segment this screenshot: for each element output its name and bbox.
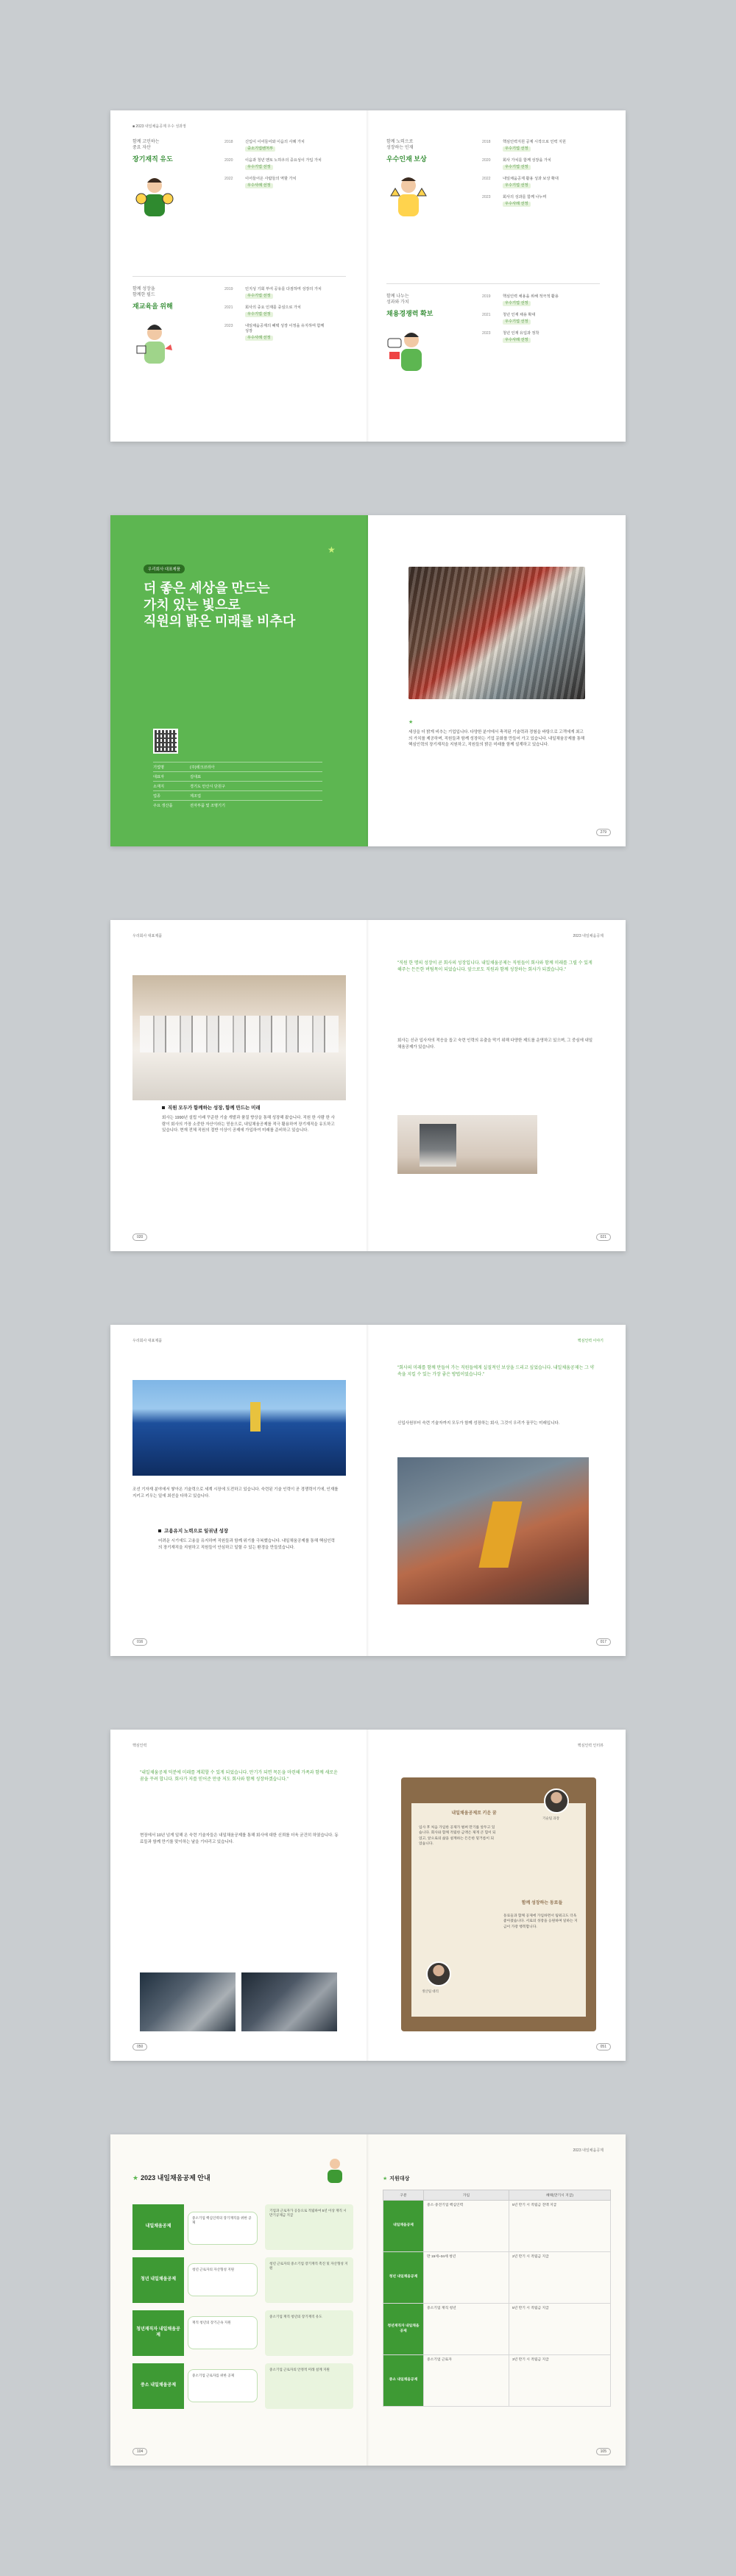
worker-illustration [132, 316, 177, 368]
list-item: 2023 내일채움공제의 혜택 성장 이정을 유지하며 함께 성장 우수사례 선정 [224, 324, 325, 341]
program-bubble: 중소기업 핵심인력의 장기재직을 위한 공제 [188, 2212, 258, 2245]
guide-title: ★ 2023 내일채움공제 안내 [132, 2174, 210, 2182]
body-text: 세상을 더 밝게 비추는 기업입니다. 다양한 분야에서 축적된 기술력과 경험을 바탕으로 고객에게 최고의 가치를 제공하며, 직원들과 함께 성장하는 기업 문화를 만들어 가고 있습니다. 내일채움공제를 통해 핵심인력의 장기재직을 지원하고, 직원들의 밝은 미래를 함께 설계하고 있습니다. [408, 730, 585, 748]
interview-heading: 함께 성장하는 동료들 [521, 1901, 563, 1906]
product-photo [408, 567, 585, 699]
list-item: 2023 회사의 성과를 함께 나누며 우수사례 선정 [482, 195, 547, 207]
page-number: 050 [132, 2043, 147, 2050]
page-number: 020 [132, 1234, 147, 1241]
interview-card-body [411, 1803, 586, 2017]
body-text: 회사는 1990년 설립 이래 꾸준한 기술 개발과 품질 향상을 통해 성장해 왔습니다. 직원 한 사람 한 사람이 회사의 가장 소중한 자산이라는 믿음으로, 내일채움공제를 적극 활용하여 장기재직을 유도하고 있습니다. 현재 전체 직원의 절반 이상이 공제에 가입하여 미래를 준비하고 있습니다. [162, 1116, 335, 1133]
running-head: ■ 2023 내일채움공제 우수 성과정 [132, 124, 186, 129]
list-item: 2018 핵심인력지원 공제 시작으로 인력 지원 우수기업 선정 [482, 140, 566, 152]
spread-1 [110, 110, 626, 442]
running-head: 2023 내일채움공제 [573, 2148, 604, 2153]
category-title: 재교육을 위해 [132, 302, 173, 310]
program-label: 청년 내일채움공제 [132, 2257, 184, 2303]
spread1-left-page [110, 110, 368, 442]
category-items [482, 294, 585, 350]
category-badge: 우리회사 대표제품 [144, 565, 185, 573]
spread5-left-page [110, 1730, 368, 2061]
list-item: 2021 회사의 중요 인재를 중심으로 가치 우수기업 선정 [224, 305, 301, 317]
worker-illustration [132, 169, 177, 221]
spread2-right-page [368, 515, 626, 846]
interviewee-photo [426, 1961, 451, 1986]
running-head: 핵심인력 이야기 [577, 1339, 604, 1343]
page-title: 더 좋은 세상을 만드는 가치 있는 빛으로 직원의 밝은 미래를 비추다 [144, 581, 296, 629]
running-head: 우리회사 대표제품 [132, 934, 163, 938]
spread-5 [110, 1730, 626, 2061]
spread4-right-page [368, 1325, 626, 1656]
list-item: 2022 내일채움공제 활용 성과 보상 확대 우수기업 선정 [482, 177, 559, 188]
cover-panel [110, 515, 368, 846]
quote-text: "회사의 미래를 함께 만들어 가는 직원들에게 실질적인 보상을 드리고 싶었습니다. 내일채움공제는 그 약속을 지킬 수 있는 가장 좋은 방법이었습니다." [397, 1366, 595, 1378]
showroom-photo [132, 975, 346, 1100]
spread1-right-page [368, 110, 626, 442]
list-item: 2019 인지성 기회 부여 공유를 다짐하며 성장의 가치 우수기업 선정 [224, 287, 322, 299]
program-bubble: 재직 청년의 장기근속 지원 [188, 2316, 258, 2349]
info-row: 소재지 경기도 안산시 단원구 [153, 781, 322, 790]
section-title: 고용유지 노력으로 일궈낸 성장 [158, 1527, 339, 1534]
spread3-right-page [368, 920, 626, 1251]
body-text: 현장에서 10년 넘게 일해 온 숙련 기술자들은 내일채움공제를 통해 회사에 대한 신뢰를 더욱 굳건히 하였습니다. 동료들과 함께 만기를 맞이하는 날을 기다리고 있습니다. [140, 1833, 339, 1844]
program-card: 청년 근로자의 중소기업 장기재직 촉진 및 자산형성 지원 [265, 2257, 353, 2303]
running-head: 2023 내일채움공제 [573, 934, 604, 938]
body-text: 조선 기자재 분야에서 쌓아온 기술력으로 세계 시장에 도전하고 있습니다. 숙련된 기술 인력이 곧 경쟁력이기에, 인재를 지키고 키우는 일에 최선을 다하고 있습니다. [132, 1487, 339, 1498]
list-item: 2020 이음과 청년 멘토 노하우의 중요성이 가입 가치 우수기업 선정 [224, 158, 322, 170]
program-label: 중소 내일채움공제 [132, 2363, 184, 2409]
product-photo [397, 1115, 537, 1174]
category-subtitle: 함께 나누는 성과와 가치 [386, 294, 409, 305]
star-icon: ★ [132, 2174, 139, 2182]
table-row: 청년재직자 내일채움공제 중소기업 재직 청년 5년 만기 시 적립금 지급 [383, 2304, 611, 2355]
category-title: 장기재직 유도 [132, 155, 173, 163]
table-header-row: 구분 가입 혜택(만기시 지급) [383, 2190, 611, 2201]
page-number: 104 [132, 2448, 147, 2455]
gutter [367, 2134, 369, 2466]
category-items [224, 140, 328, 195]
interview-heading: 내일채움공제로 키운 꿈 [451, 1811, 497, 1816]
list-item: 2020 회사 가치를 함께 성장을 가치 우수기업 선정 [482, 158, 551, 170]
spread-3 [110, 920, 626, 1251]
body-text: 회사는 신규 입사자의 적응을 돕고 숙련 인력의 유출을 막기 위해 다양한 제도를 운영하고 있으며, 그 중심에 내일채움공제가 있습니다. [397, 1038, 593, 1050]
page-number: 016 [132, 1638, 147, 1646]
category-items [482, 140, 585, 213]
info-row: 대표자 김대표 [153, 771, 322, 781]
interviewee-name: 기술팀 과장 [542, 1816, 559, 1820]
company-info-table [153, 762, 322, 810]
workplace-photo [241, 1972, 337, 2031]
program-card: 중소기업 근로자의 안정적 미래 설계 지원 [265, 2363, 353, 2409]
quote-text: "내일채움공제 덕분에 미래를 계획할 수 있게 되었습니다. 만기가 되면 목돈을 마련해 가족과 함께 새로운 꿈을 꾸려 합니다. 회사가 저를 믿어준 만큼 저도 회사와 함께 성장하겠습니다." [140, 1771, 338, 1783]
category-block [386, 294, 497, 318]
gutter [367, 110, 369, 442]
body-text: 신입사원부터 숙련 기술자까지 모두가 함께 성장하는 회사, 그것이 우리가 꿈꾸는 미래입니다. [397, 1421, 560, 1426]
category-block [386, 140, 497, 163]
gutter [367, 1730, 369, 2061]
interview-text: 동료들과 함께 공제에 가입하면서 팀워크도 더욱 좋아졌습니다. 서로의 성장을 응원하며 일하는 지금이 가장 행복합니다. [503, 1914, 578, 1929]
ship-photo [132, 1380, 346, 1476]
info-row: 기업명 (주)테크코리아 [153, 762, 322, 771]
worker-illustration [386, 169, 431, 221]
star-icon: ★ [328, 545, 336, 555]
page-number: 105 [596, 2448, 611, 2455]
quote-text: "직원 한 명의 성장이 곧 회사의 성장입니다. 내일채움공제는 직원들이 회사와 함께 미래를 그릴 수 있게 해주는 든든한 버팀목이 되었습니다. 앞으로도 직원과 함께 성장하는 회사가 되겠습니다." [397, 961, 592, 973]
worker-illustration [386, 324, 431, 375]
page-number: 021 [596, 1234, 611, 1241]
qr-code[interactable] [153, 729, 178, 754]
spread6-right-page [368, 2134, 626, 2466]
spread-4 [110, 1325, 626, 1656]
body-text: 어려운 시기에도 고용을 유지하며 직원들과 함께 위기를 극복했습니다. 내일채움공제를 통해 핵심인력의 장기재직을 지원하고 직원들이 안심하고 일할 수 있는 환경을 만들었습니다. [158, 1539, 335, 1550]
category-title: 우수인재 보상 [386, 155, 427, 163]
gutter [367, 920, 369, 1251]
spread3-left-page [110, 920, 368, 1251]
info-row: 주요 생산품 전자부품 및 조명기기 [153, 800, 322, 810]
table-row: 중소 내일채움공제 중소기업 근로자 3년 만기 시 적립금 지급 [383, 2355, 611, 2407]
info-row: 업종 제조업 [153, 790, 322, 800]
program-label: 청년재직자 내일채움공제 [132, 2310, 184, 2356]
program-bubble: 중소기업 근로자를 위한 공제 [188, 2369, 258, 2402]
list-item: 2022 이어들어온 사람들의 역할 가치 우수사례 선정 [224, 177, 297, 188]
program-label: 내일채움공제 [132, 2204, 184, 2250]
program-bubble: 청년 근로자의 자산형성 지원 [188, 2263, 258, 2296]
gutter [367, 515, 369, 846]
interviewee-photo [544, 1788, 569, 1814]
page-number: 279 [596, 829, 611, 836]
table-row: 내일채움공제 중소·중견기업 핵심인력 5년 만기 시 적립금 전액 지급 [383, 2201, 611, 2252]
spread5-right-page [368, 1730, 626, 2061]
spread-6 [110, 2134, 626, 2466]
list-item: 2023 청년 인재 유입과 정착 우수사례 선정 [482, 331, 539, 343]
category-subtitle: 함께 성장을 함께한 필드 [132, 287, 155, 297]
running-head: 핵심인력 인터뷰 [577, 1744, 604, 1748]
page-number: 017 [596, 1638, 611, 1646]
list-item: 2019 핵심인력 채용을 위해 적극적 활용 우수기업 선정 [482, 294, 559, 306]
section-title: ★ 지원대상 [383, 2176, 410, 2182]
interview-text: 입사 후 처음 가입한 공제가 벌써 만기를 앞두고 있습니다. 회사와 함께 적립한 금액은 제게 큰 힘이 되었고, 앞으로의 삶을 설계하는 든든한 밑거름이 되었습니다. [419, 1826, 496, 1847]
spread4-left-page [110, 1325, 368, 1656]
running-head: 우리회사 대표제품 [132, 1339, 163, 1343]
divider [132, 276, 346, 277]
running-head: 핵심인력 [132, 1744, 147, 1748]
interview-card [401, 1777, 596, 2031]
section-title: 직원 모두가 함께하는 성장, 함께 만드는 미래 [162, 1104, 339, 1111]
list-item: 2018 신입이 이어들어와 이음의 사례 가치 중소기업벤처부 [224, 140, 305, 152]
program-card: 중소기업 재직 청년의 장기재직 유도 [265, 2310, 353, 2356]
shipyard-photo [397, 1457, 589, 1604]
category-items [224, 287, 328, 347]
interviewee-name: 생산팀 대리 [422, 1989, 439, 1993]
table-row: 청년 내일채움공제 만 15세~34세 청년 2년 만기 시 적립금 지급 [383, 2252, 611, 2304]
workplace-photo [140, 1972, 236, 2031]
category-title: 채용경쟁력 확보 [386, 309, 434, 317]
list-item: 2021 청년 인재 채용 확대 우수기업 선정 [482, 313, 536, 325]
category-subtitle: 함께 고민하는 중요 자산 [132, 140, 160, 150]
spread-2 [110, 515, 626, 846]
support-table [383, 2190, 611, 2407]
page-number: 051 [596, 2043, 611, 2050]
program-card: 기업과 근로자가 공동으로 적립하여 5년 이상 재직 시 만기공제금 지급 [265, 2204, 353, 2250]
gutter [367, 1325, 369, 1656]
worker-illustration [316, 2155, 353, 2184]
category-subtitle: 함께 노력으로 성장하는 인재 [386, 140, 414, 150]
spread6-left-page [110, 2134, 368, 2466]
divider [386, 283, 600, 284]
star-icon: ★ [408, 720, 414, 725]
